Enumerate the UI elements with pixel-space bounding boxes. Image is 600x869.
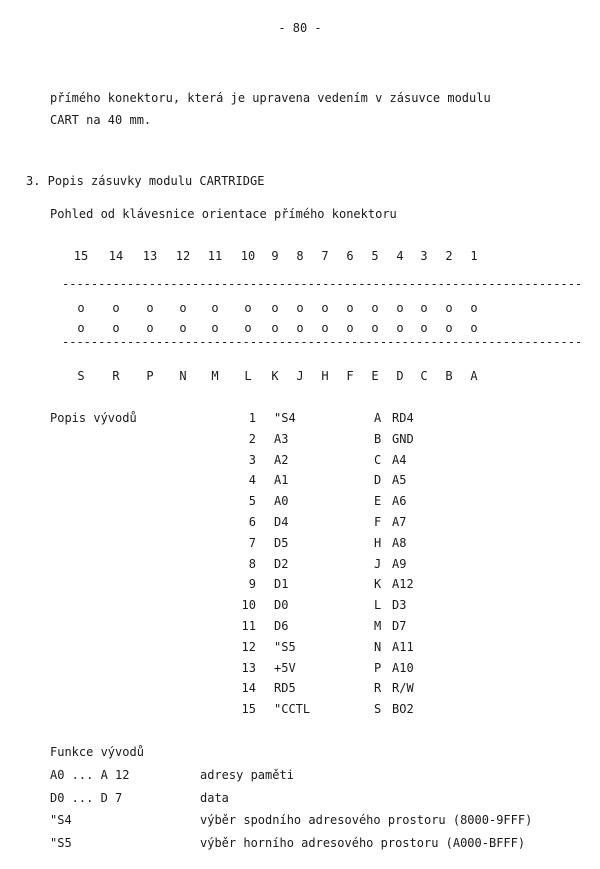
- connector-contact: o: [211, 321, 219, 335]
- connector-pin-letter: D: [396, 369, 404, 383]
- connector-pin-number: 14: [108, 249, 124, 263]
- connector-contact: o: [296, 321, 304, 335]
- pinout-row: [0, 558, 600, 572]
- pinout-pin-letter: J: [374, 556, 382, 571]
- pinout-row: [0, 537, 600, 551]
- pinout-pin-number: 7: [248, 535, 256, 550]
- connector-contact: o: [445, 301, 453, 315]
- connector-pin-letter: H: [321, 369, 329, 383]
- pinout-pin-number: 9: [248, 577, 256, 592]
- connector-pin-letter: N: [179, 369, 187, 383]
- connector-pin-number: 1: [470, 249, 478, 263]
- connector-pin-number: 5: [371, 249, 379, 263]
- connector-pin-number: 9: [271, 249, 279, 263]
- connector-pin-number: 6: [346, 249, 354, 263]
- connector-contact: o: [244, 301, 252, 315]
- pinout-pin-signal: D1: [274, 577, 289, 592]
- connector-contact: o: [321, 301, 329, 315]
- pinout-pin-signal: "S5: [274, 639, 296, 654]
- pinout-pin-number: 12: [241, 639, 256, 654]
- pinout-pin-number: 8: [248, 556, 256, 571]
- connector-contact: o: [296, 301, 304, 315]
- pinout-row: [0, 641, 600, 655]
- pinout-pin-signal: +5V: [274, 660, 296, 675]
- pinout-letter-signal: A6: [392, 494, 407, 509]
- pinout-pin-letter: F: [374, 515, 382, 529]
- pinout-row: [0, 620, 600, 634]
- pinout-row: [0, 474, 600, 488]
- connector-contact: o: [371, 321, 379, 335]
- connector-pin-letter: M: [211, 369, 219, 383]
- function-item: [0, 792, 600, 806]
- connector-contact: o: [396, 301, 404, 315]
- pinout-letter-signal: RD4: [392, 411, 414, 425]
- connector-contact: o: [346, 301, 354, 315]
- pinout-pin-signal: A0: [274, 494, 289, 509]
- connector-contact: o: [470, 301, 478, 315]
- pinout-letter-signal: A12: [392, 577, 414, 592]
- pinout-letter-signal: A10: [392, 660, 414, 675]
- pinout-pin-signal: A2: [274, 452, 289, 467]
- connector-pin-number: 7: [321, 249, 329, 263]
- pinout-pin-signal: A3: [274, 431, 289, 446]
- page-number: - 80 -: [278, 21, 322, 35]
- function-item: [0, 837, 600, 851]
- pinout-row: [0, 578, 600, 592]
- pinout-row: [0, 662, 600, 676]
- connector-pin-letter: K: [271, 369, 279, 383]
- connector-pin-letter: A: [470, 369, 478, 383]
- pinout-pin-number: 2: [248, 431, 256, 446]
- pinout-pin-number: 13: [241, 660, 256, 675]
- pinout-row: [0, 599, 600, 613]
- function-description: adresy paměti: [200, 768, 294, 782]
- connector-contact: o: [244, 321, 252, 335]
- connector-pin-letter: J: [296, 369, 304, 383]
- pinout-pin-signal: "S4: [274, 411, 296, 425]
- function-term: "S4: [50, 813, 72, 827]
- connector-contact: o: [470, 321, 478, 335]
- connector-pin-letter: E: [371, 369, 379, 383]
- pinout-pin-letter: N: [374, 639, 382, 654]
- connector-pin-letter: R: [112, 369, 120, 383]
- function-term: "S5: [50, 835, 72, 850]
- functions-title: Funkce vývodů: [50, 745, 144, 759]
- pinout-letter-signal: BO2: [392, 702, 414, 717]
- pinout-pin-letter: P: [374, 660, 382, 675]
- pinout-pin-letter: D: [374, 473, 382, 488]
- connector-pin-number: 8: [296, 249, 304, 263]
- pinout-row: [0, 516, 600, 530]
- pinout-pin-signal: D0: [274, 598, 289, 613]
- connector-pin-letters: [0, 370, 600, 384]
- pinout-row: [0, 433, 600, 447]
- pinout-letter-signal: A5: [392, 473, 407, 488]
- connector-contact: o: [271, 301, 279, 315]
- section-subheading: Pohled od klávesnice orientace přímého konektoru: [50, 207, 397, 221]
- pinout-pin-signal: D5: [274, 535, 289, 550]
- connector-pin-letter: B: [445, 369, 453, 383]
- pinout-row: [0, 454, 600, 468]
- connector-contact: o: [77, 301, 85, 315]
- connector-contact: o: [112, 321, 120, 335]
- pinout-letter-signal: D7: [392, 619, 407, 633]
- pinout-pin-letter: C: [374, 452, 382, 467]
- connector-pin-numbers: [0, 250, 600, 264]
- connector-contact: o: [146, 301, 154, 315]
- connector-pin-letter: P: [146, 369, 154, 383]
- pinout-letter-signal: A4: [392, 452, 407, 467]
- pinout-row: [0, 682, 600, 696]
- connector-pin-number: 4: [396, 249, 404, 263]
- pinout-pin-number: 15: [241, 702, 256, 717]
- pinout-pin-number: 10: [241, 598, 256, 613]
- connector-contact: o: [396, 321, 404, 335]
- pinout-pin-signal: RD5: [274, 681, 296, 696]
- connector-contact: o: [321, 321, 329, 335]
- pinout-row: [0, 703, 600, 717]
- connector-contact: o: [271, 321, 279, 335]
- function-description: výběr horního adresového prostoru (A000-BFFF): [200, 835, 526, 850]
- connector-contact: o: [179, 301, 187, 315]
- pinout-pin-letter: R: [374, 681, 382, 696]
- connector-bottom-separator: ------------------------------------------------------------------------: [62, 335, 583, 349]
- function-item: [0, 814, 600, 828]
- connector-pin-letter: S: [77, 369, 85, 383]
- connector-contact: o: [211, 301, 219, 315]
- connector-pin-number: 12: [175, 249, 191, 263]
- pinout-pin-letter: H: [374, 535, 382, 550]
- connector-pin-number: 3: [420, 249, 428, 263]
- pinout-pin-letter: B: [374, 431, 382, 446]
- connector-contact: o: [112, 301, 120, 315]
- pinout-row: [0, 495, 600, 509]
- pinout-pin-number: 6: [248, 515, 256, 529]
- connector-contact: o: [420, 321, 428, 335]
- pinout-pin-letter: K: [374, 577, 382, 592]
- connector-pin-letter: L: [244, 369, 252, 383]
- pinout-pin-number: 3: [248, 452, 256, 467]
- pinout-letter-signal: A8: [392, 535, 407, 550]
- connector-contact: o: [77, 321, 85, 335]
- pinout-pin-letter: L: [374, 598, 382, 613]
- pinout-pin-letter: S: [374, 702, 382, 717]
- pinout-letter-signal: GND: [392, 431, 414, 446]
- pinout-letter-signal: A9: [392, 556, 407, 571]
- pinout-row: [0, 412, 600, 426]
- function-description: data: [200, 790, 229, 805]
- connector-top-contacts: [0, 302, 600, 316]
- section-heading: 3. Popis zásuvky modulu CARTRIDGE: [26, 174, 265, 188]
- paragraph-line-2: CART na 40 mm.: [50, 113, 152, 127]
- pinout-letter-signal: R/W: [392, 681, 414, 696]
- pinout-pin-signal: D6: [274, 619, 289, 633]
- function-description: výběr spodního adresového prostoru (8000-9FFF): [200, 813, 533, 827]
- connector-pin-number: 10: [240, 249, 256, 263]
- pinout-pin-letter: M: [374, 619, 382, 633]
- pinout-pin-number: 11: [241, 619, 256, 633]
- pinout-pin-signal: D2: [274, 556, 289, 571]
- connector-pin-letter: C: [420, 369, 428, 383]
- pinout-pin-number: 14: [241, 681, 256, 696]
- connector-contact: o: [179, 321, 187, 335]
- pinout-letter-signal: A7: [392, 515, 407, 529]
- pinout-pin-signal: A1: [274, 473, 289, 488]
- connector-contact: o: [371, 301, 379, 315]
- pinout-letter-signal: D3: [392, 598, 407, 613]
- connector-pin-letter: F: [346, 369, 354, 383]
- connector-contact: o: [146, 321, 154, 335]
- pinout-pin-number: 1: [248, 411, 256, 425]
- paragraph-line-1: přímého konektoru, která je upravena vedením v zásuvce modulu: [50, 91, 491, 105]
- pinout-pin-letter: A: [374, 411, 382, 425]
- pinout-pin-number: 4: [248, 473, 256, 488]
- connector-contact: o: [420, 301, 428, 315]
- pinout-letter-signal: A11: [392, 639, 414, 654]
- connector-contact: o: [445, 321, 453, 335]
- function-item: [0, 769, 600, 783]
- connector-bottom-contacts: [0, 322, 600, 336]
- connector-contact: o: [346, 321, 354, 335]
- pinout-pin-signal: "CCTL: [274, 702, 311, 717]
- connector-pin-number: 11: [207, 249, 223, 263]
- pinout-label: Popis vývodů: [50, 411, 137, 425]
- function-term: A0 ... A 12: [50, 768, 130, 782]
- connector-pin-number: 2: [445, 249, 453, 263]
- pinout-pin-letter: E: [374, 494, 382, 509]
- pinout-pin-number: 5: [248, 494, 256, 509]
- connector-top-separator: ------------------------------------------------------------------------: [62, 277, 583, 291]
- connector-pin-number: 13: [142, 249, 158, 263]
- function-term: D0 ... D 7: [50, 790, 123, 805]
- connector-pin-number: 15: [73, 249, 89, 263]
- pinout-pin-signal: D4: [274, 515, 289, 529]
